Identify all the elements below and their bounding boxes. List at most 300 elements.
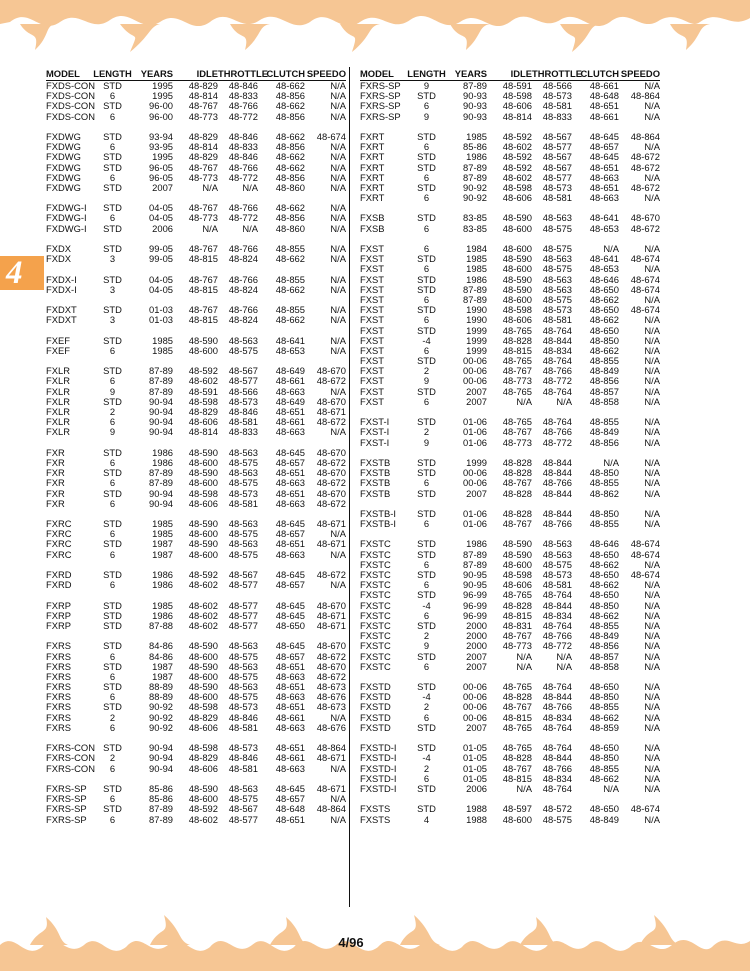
cell-length: STD: [103, 161, 122, 173]
cell-model: FXRS: [46, 711, 72, 723]
cell-model: FXSTD-I: [360, 762, 397, 774]
cell-throttle: 48-563: [228, 538, 258, 550]
cell-speedo: 48-864: [316, 742, 346, 754]
cell-length: 6: [109, 477, 116, 489]
cell-length: STD: [417, 253, 436, 265]
cell-throttle: 48-764: [542, 355, 572, 367]
cell-throttle: 48-844: [542, 752, 572, 764]
cell-length: 6: [423, 772, 430, 784]
cell-speedo: N/A: [330, 141, 346, 153]
cell-years: 90-93: [463, 110, 487, 122]
cell-clutch: 48-641: [589, 212, 619, 224]
cell-length: STD: [417, 619, 436, 631]
cell-model: FXRS: [46, 670, 72, 682]
cell-idle: N/A: [516, 660, 532, 672]
cell-throttle: 48-766: [542, 477, 572, 489]
table-row: [360, 815, 660, 825]
cell-clutch: 48-662: [589, 558, 619, 570]
cell-clutch: 48-850: [589, 334, 619, 346]
cell-years: 1999: [466, 334, 487, 346]
cell-idle: 48-600: [188, 793, 218, 805]
cell-throttle: 48-563: [542, 538, 572, 550]
cell-idle: 48-592: [502, 130, 532, 142]
cell-years: 00-06: [463, 467, 487, 479]
cell-model: FXST-I: [360, 436, 390, 448]
cell-throttle: 48-846: [228, 711, 258, 723]
cell-idle: 48-815: [502, 772, 532, 784]
cell-model: FXDX: [46, 253, 72, 265]
cell-speedo: 48-673: [316, 701, 346, 713]
cell-throttle: 48-567: [542, 161, 572, 173]
cell-idle: 48-602: [188, 579, 218, 591]
cell-model: FXDWG: [46, 181, 81, 193]
cell-model: FXST-I: [360, 416, 390, 428]
cell-throttle: 48-581: [542, 579, 572, 591]
cell-years: 1999: [466, 456, 487, 468]
cell-throttle: 48-566: [542, 80, 572, 91]
table-row: [46, 285, 346, 295]
cell-idle: 48-598: [502, 181, 532, 193]
cell-throttle: 48-772: [228, 110, 258, 122]
cell-model: FXSTB: [360, 477, 391, 489]
cell-clutch: 48-662: [589, 314, 619, 326]
cell-speedo: N/A: [330, 243, 346, 254]
cell-years: 85-86: [149, 793, 173, 805]
cell-idle: 48-829: [188, 130, 218, 142]
cell-speedo: N/A: [644, 681, 660, 693]
cell-model: FXSTC: [360, 538, 391, 550]
cell-clutch: 48-650: [589, 589, 619, 601]
cell-idle: 48-600: [502, 243, 532, 254]
cell-clutch: 48-855: [275, 243, 305, 254]
cell-throttle: 48-567: [228, 803, 258, 815]
cell-speedo: 48-671: [316, 406, 346, 417]
cell-years: 2007: [466, 385, 487, 397]
cell-speedo: 48-676: [316, 721, 346, 733]
cell-length: -4: [422, 334, 431, 346]
cell-throttle: 48-567: [228, 569, 258, 580]
cell-clutch: N/A: [603, 456, 619, 468]
cell-length: STD: [417, 151, 436, 163]
cell-idle: 48-600: [502, 293, 532, 305]
cell-years: 90-94: [149, 395, 173, 407]
cell-years: 01-05: [463, 742, 487, 754]
cell-speedo: 48-672: [316, 477, 346, 489]
table-row: [46, 183, 346, 193]
cell-model: FXDWG-I: [46, 202, 87, 214]
cell-idle: N/A: [202, 181, 218, 193]
cell-years: 1995: [152, 151, 173, 163]
cell-years: 83-85: [463, 222, 487, 234]
cell-speedo: N/A: [644, 426, 660, 438]
cell-throttle: 48-581: [542, 192, 572, 204]
cell-throttle: 48-824: [228, 314, 258, 326]
cell-idle: N/A: [202, 222, 218, 234]
cell-throttle: 48-575: [228, 793, 258, 805]
cell-years: 1986: [466, 151, 487, 163]
table-row: [46, 764, 346, 774]
cell-idle: 48-602: [188, 599, 218, 611]
cell-model: FXRS-SP: [360, 110, 401, 122]
cell-years: 87-89: [149, 803, 173, 815]
flame-border-bottom: [0, 911, 750, 971]
cell-throttle: 48-563: [228, 518, 258, 530]
cell-length: 6: [109, 528, 116, 540]
cell-years: 90-92: [149, 721, 173, 733]
cell-length: 9: [109, 426, 116, 438]
cell-throttle: 48-846: [228, 752, 258, 764]
cell-model: FXST: [360, 355, 384, 367]
cell-throttle: 48-573: [542, 569, 572, 580]
cell-idle: 48-590: [188, 681, 218, 693]
cell-model: FXST: [360, 304, 384, 316]
cell-clutch: 48-646: [589, 273, 619, 285]
cell-length: STD: [417, 803, 436, 815]
cell-throttle: 48-766: [228, 243, 258, 254]
header-years: YEARS: [454, 68, 487, 79]
cell-years: 00-06: [463, 681, 487, 693]
cell-years: 87-89: [149, 477, 173, 489]
cell-speedo: 48-672: [630, 151, 660, 163]
header-model: MODEL: [46, 68, 80, 79]
cell-clutch: 48-645: [275, 446, 305, 458]
cell-idle: 48-767: [502, 701, 532, 713]
cell-model: FXSTC: [360, 599, 391, 611]
cell-clutch: 48-661: [275, 375, 305, 387]
cell-throttle: 48-575: [228, 650, 258, 662]
cell-speedo: N/A: [330, 426, 346, 438]
cell-speedo: 48-670: [316, 487, 346, 499]
cell-clutch: 48-850: [589, 599, 619, 611]
cell-throttle: 48-764: [542, 782, 572, 794]
flame-border-top: [0, 0, 750, 56]
cell-idle: 48-598: [188, 487, 218, 499]
cell-speedo: N/A: [644, 467, 660, 479]
cell-throttle: 48-563: [228, 640, 258, 652]
cell-idle: 48-590: [502, 548, 532, 560]
cell-clutch: 48-856: [275, 110, 305, 122]
cell-idle: 48-829: [188, 752, 218, 764]
cell-throttle: 48-772: [228, 171, 258, 183]
cell-throttle: 48-563: [228, 334, 258, 346]
cell-speedo: N/A: [330, 528, 346, 540]
cell-speedo: N/A: [330, 212, 346, 224]
cell-speedo: N/A: [644, 782, 660, 794]
cell-speedo: N/A: [330, 151, 346, 163]
cell-years: 83-85: [463, 212, 487, 224]
cell-years: 1984: [466, 243, 487, 254]
cell-model: FXRT: [360, 141, 385, 153]
cell-clutch: 48-862: [589, 487, 619, 499]
cell-length: 9: [423, 80, 430, 91]
cell-clutch: 48-641: [275, 334, 305, 346]
cell-idle: 48-590: [502, 538, 532, 550]
cell-model: FXRS-CON: [46, 742, 95, 754]
table-row: [360, 489, 660, 499]
cell-model: FXSB: [360, 212, 385, 224]
cell-speedo: 48-671: [316, 619, 346, 631]
cell-idle: 48-598: [502, 304, 532, 316]
cell-speedo: N/A: [644, 314, 660, 326]
cell-length: STD: [103, 599, 122, 611]
cell-speedo: N/A: [644, 243, 660, 254]
cell-speedo: 48-672: [316, 456, 346, 468]
cell-years: 87-89: [149, 385, 173, 397]
cell-model: FXLR: [46, 426, 70, 438]
cell-speedo: N/A: [644, 518, 660, 530]
cell-speedo: 48-671: [316, 518, 346, 530]
cell-idle: 48-600: [188, 456, 218, 468]
cell-throttle: 48-764: [542, 619, 572, 631]
cell-idle: 48-600: [502, 813, 532, 825]
cell-throttle: 48-766: [542, 630, 572, 642]
cell-length: STD: [417, 650, 436, 662]
cell-clutch: 48-662: [589, 609, 619, 621]
cell-length: STD: [417, 507, 436, 519]
cell-throttle: 48-575: [542, 243, 572, 254]
cell-speedo: 48-672: [316, 650, 346, 662]
cell-idle: 48-767: [502, 518, 532, 530]
cell-years: 1985: [466, 263, 487, 275]
cell-length: STD: [417, 212, 436, 224]
cell-clutch: 48-856: [589, 640, 619, 652]
cell-model: FXST: [360, 385, 384, 397]
cell-speedo: 48-864: [630, 130, 660, 142]
table-row: [360, 193, 660, 203]
cell-clutch: 48-857: [589, 650, 619, 662]
cell-years: 1985: [152, 599, 173, 611]
cell-idle: 48-606: [188, 721, 218, 733]
cell-idle: 48-828: [502, 507, 532, 519]
column-divider: [349, 67, 350, 907]
cell-idle: 48-590: [188, 446, 218, 458]
cell-clutch: 48-662: [589, 293, 619, 305]
cell-years: 2007: [152, 181, 173, 193]
cell-length: STD: [417, 721, 436, 733]
cell-clutch: 48-645: [275, 599, 305, 611]
cell-clutch: 48-857: [589, 385, 619, 397]
cell-speedo: N/A: [330, 181, 346, 193]
cell-years: 90-94: [149, 487, 173, 499]
cell-speedo: N/A: [644, 650, 660, 662]
cell-clutch: 48-855: [589, 701, 619, 713]
cell-length: 6: [109, 110, 116, 122]
cell-idle: 48-765: [502, 681, 532, 693]
cell-model: FXSTD: [360, 721, 391, 733]
cell-clutch: 48-645: [275, 569, 305, 580]
cell-idle: 48-598: [502, 569, 532, 580]
cell-speedo: N/A: [330, 711, 346, 723]
cell-length: STD: [103, 151, 122, 163]
cell-years: 96-99: [463, 609, 487, 621]
cell-speedo: N/A: [330, 385, 346, 397]
cell-model: FXLR: [46, 365, 70, 377]
cell-throttle: 48-764: [542, 416, 572, 428]
cell-model: FXR: [46, 467, 65, 479]
cell-throttle: 48-563: [542, 253, 572, 265]
cell-years: 2007: [466, 721, 487, 733]
cell-idle: 48-765: [502, 324, 532, 336]
cell-model: FXSTC: [360, 569, 391, 580]
cell-throttle: 48-575: [228, 670, 258, 682]
cell-speedo: N/A: [330, 344, 346, 356]
cell-length: 6: [109, 141, 116, 153]
cell-model: FXRC: [46, 528, 72, 540]
cell-throttle: 48-833: [542, 110, 572, 122]
cell-model: FXSTC: [360, 558, 391, 570]
cell-idle: 48-600: [188, 528, 218, 540]
cell-speedo: N/A: [330, 283, 346, 295]
cell-speedo: N/A: [644, 80, 660, 91]
cell-model: FXDWG: [46, 161, 81, 173]
cell-clutch: 48-662: [275, 100, 305, 112]
cell-clutch: 48-856: [589, 436, 619, 448]
cell-idle: 48-592: [502, 151, 532, 163]
cell-throttle: 48-567: [228, 365, 258, 377]
cell-throttle: 48-833: [228, 141, 258, 153]
cell-speedo: 48-671: [316, 609, 346, 621]
cell-speedo: 48-674: [630, 253, 660, 265]
header-throttle: THROTTLE: [218, 68, 268, 79]
cell-throttle: 48-575: [228, 528, 258, 540]
cell-years: 1985: [152, 528, 173, 540]
cell-length: STD: [103, 395, 122, 407]
cell-model: FXSTC: [360, 589, 391, 601]
cell-length: STD: [103, 243, 122, 254]
cell-idle: 48-814: [188, 426, 218, 438]
cell-clutch: 48-646: [589, 538, 619, 550]
cell-years: 87-89: [463, 171, 487, 183]
cell-length: STD: [103, 538, 122, 550]
cell-throttle: 48-573: [542, 90, 572, 102]
cell-length: STD: [103, 782, 122, 794]
cell-throttle: 48-575: [228, 344, 258, 356]
cell-idle: 48-773: [502, 436, 532, 448]
cell-years: 1999: [466, 344, 487, 356]
cell-length: STD: [417, 130, 436, 142]
cell-speedo: N/A: [644, 192, 660, 204]
cell-model: FXST: [360, 263, 384, 275]
cell-clutch: 48-855: [589, 416, 619, 428]
cell-length: 6: [109, 579, 116, 591]
cell-idle: 48-600: [188, 344, 218, 356]
cell-speedo: N/A: [330, 171, 346, 183]
cell-years: 87-89: [149, 375, 173, 387]
cell-idle: 48-815: [188, 283, 218, 295]
cell-idle: 48-765: [502, 721, 532, 733]
cell-idle: 48-590: [188, 640, 218, 652]
cell-length: 6: [423, 171, 430, 183]
cell-years: 1988: [466, 803, 487, 815]
cell-model: FXRS: [46, 691, 72, 703]
cell-speedo: N/A: [644, 579, 660, 591]
header-speedo: SPEEDO: [306, 68, 346, 79]
cell-clutch: 48-645: [275, 518, 305, 530]
cell-clutch: 48-651: [275, 406, 305, 417]
cell-speedo: 48-671: [316, 782, 346, 794]
cell-idle: 48-767: [188, 202, 218, 214]
cell-years: 87-89: [463, 548, 487, 560]
cell-clutch: 48-645: [589, 151, 619, 163]
cell-length: 6: [423, 243, 430, 254]
cell-model: FXST: [360, 314, 384, 326]
cell-idle: 48-828: [502, 691, 532, 703]
cell-clutch: N/A: [603, 782, 619, 794]
cell-throttle: 48-575: [542, 222, 572, 234]
cell-idle: 48-590: [502, 212, 532, 224]
cell-model: FXST: [360, 283, 384, 295]
cell-idle: 48-602: [188, 609, 218, 621]
header-clutch: CLUTCH: [266, 68, 305, 79]
cell-throttle: 48-766: [542, 518, 572, 530]
cell-model: FXSTC: [360, 619, 391, 631]
cell-clutch: 48-856: [275, 141, 305, 153]
cell-clutch: 48-657: [275, 579, 305, 591]
page-number: 4/96: [338, 935, 364, 950]
cell-years: 93-94: [149, 130, 173, 142]
table-row: [360, 723, 660, 733]
cell-years: 1985: [466, 130, 487, 142]
cell-clutch: 48-856: [275, 171, 305, 183]
cell-years: 99-05: [149, 253, 173, 265]
cell-speedo: N/A: [330, 253, 346, 265]
cell-clutch: 48-855: [589, 355, 619, 367]
cell-clutch: 48-657: [275, 650, 305, 662]
cell-length: 2: [423, 426, 430, 438]
cell-length: 6: [423, 518, 430, 530]
cell-speedo: N/A: [644, 416, 660, 428]
cell-idle: 48-600: [188, 548, 218, 560]
cell-clutch: 48-855: [275, 304, 305, 316]
cell-years: 96-05: [149, 171, 173, 183]
cell-length: 2: [423, 762, 430, 774]
cell-clutch: 48-849: [589, 813, 619, 825]
cell-years: 87-88: [149, 619, 173, 631]
cell-years: 87-89: [463, 558, 487, 570]
cell-model: FXLR: [46, 385, 70, 397]
cell-length: 4: [423, 813, 430, 825]
cell-model: FXDS-CON: [46, 80, 95, 91]
cell-length: 6: [109, 650, 116, 662]
header-throttle: THROTTLE: [532, 68, 582, 79]
cell-model: FXRS-CON: [46, 762, 95, 774]
cell-years: 1987: [152, 548, 173, 560]
cell-idle: 48-829: [188, 80, 218, 91]
cell-throttle: 48-844: [542, 599, 572, 611]
cell-clutch: 48-663: [275, 497, 305, 509]
cell-model: FXRT: [360, 161, 385, 173]
table-row: [46, 224, 346, 234]
cell-throttle: 48-844: [542, 507, 572, 519]
cell-years: 90-94: [149, 742, 173, 754]
cell-clutch: 48-651: [589, 161, 619, 173]
cell-speedo: N/A: [330, 110, 346, 122]
cell-model: FXDX-I: [46, 283, 77, 295]
cell-clutch: 48-662: [275, 202, 305, 214]
cell-throttle: 48-772: [542, 375, 572, 387]
cell-clutch: 48-849: [589, 365, 619, 377]
cell-years: 04-05: [149, 212, 173, 224]
cell-idle: 48-767: [502, 477, 532, 489]
cell-idle: 48-600: [502, 222, 532, 234]
cell-throttle: 48-844: [542, 691, 572, 703]
cell-years: 04-05: [149, 273, 173, 285]
table-row: [46, 315, 346, 325]
cell-clutch: 48-651: [275, 467, 305, 479]
cell-length: 2: [423, 630, 430, 642]
cell-years: 1999: [466, 324, 487, 336]
cell-speedo: 48-671: [316, 538, 346, 550]
